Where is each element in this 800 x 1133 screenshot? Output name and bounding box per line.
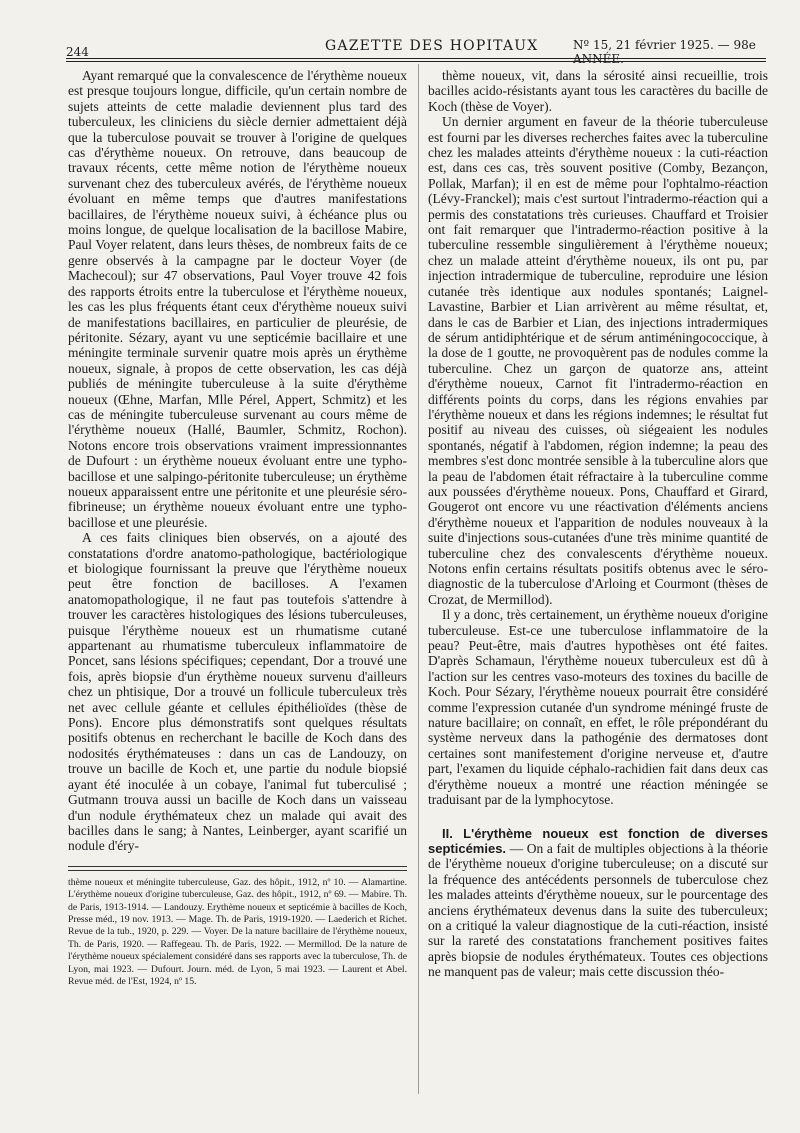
header-rule [66, 58, 766, 59]
section-heading: II. L'érythème noueux est fonction de diverses septicémies. [428, 825, 768, 856]
header-rule-double [66, 61, 766, 62]
paragraph: thème noueux, vit, dans la sérosité ainsi recueillie, trois bacilles acido-résistants ayant tous les caractères du bacille de Koch (thèse de Voyer). [428, 68, 768, 114]
paragraph: Ayant remarqué que la convalescence de l'érythème noueux est presque toujours longue, difficile, qu'un certain nombre de sujets atteints de cette maladie deviennent plus tard des tuberculeux, les cliniciens du siècle dernier admettaient déjà que la tuberculose pouvait se trouver à l'origine de quelques cas d'érythème noueux. On retrouve, dans beaucoup de travaux récents, cette même notion de l'érythème noueux survenant chez des tuberculeux avérés, de l'érythème noueux évoluant en même temps que d'autres manifestations bacillaires, de l'érythème noueux suivi, à échéance plus ou moins longue, de quelque localisation de la bacillose Mabire, Paul Voyer relatent, dans leurs thèses, de nombreux faits de ce genre observés à la campagne par le docteur Voyer (de Machecoul); sur 47 observations, Paul Voyer trouve 42 fois des rapports étroits entre la tuberculose et l'érythème noueux, les cas les plus fréquents étant ceux d'érythème noueux suivi de manifestations bacillaires, en particulier de pleurésie, de péritonite. Sézary, ayant vu une septicémie bacillaire et une méningite terminale survenir quatre mois après un érythème noueux, signale, à propos de cette observation, les cas déjà publiés de méningite tuberculeuse à la suite d'érythème noueux (Œhne, Marfan, Mlle Pérel, Appert, Schmitz) et les cas de méningite tuberculeuse survenant au cours même de l'érythème noueux (Hallé, Baumler, Schmitz, Rochon). Notons encore trois observations vraiment impressionnantes de Dufourt : un érythème noueux évoluant entre une typho-bacillose et une salpingo-péritonite tuberculeuse; un érythème noueux apparaissent entre une péritonite et une pleurésie séro-fibrineuse; un érythème noueux évoluant entre une typho-bacillose et une pleurésie. [68, 68, 407, 530]
paragraph: A ces faits cliniques bien observés, on a ajouté des constatations d'ordre anatomo-pathologique, bactériologique et biologique fournissant la preuve que l'érythème noueux peut être fonction de bacilloses. A l'examen anatomopathologique, il ne faut pas toutefois s'attendre à trouver les caractères histologiques des lésions tuberculeuses, puisque l'érythème noueux est un rhumatisme cutané appartenant au rhumatisme tuberculeux inflammatoire de Poncet, sans lésions spécifiques; cependant, Dor a trouvé une fois, après biopsie d'un érythème noueux survenu d'ailleurs chez un phtisique, Dor a trouvé un follicule tuberculeux très net avec cellule géante et cellules épithélioïdes (thèse de Pons). Encore plus démonstratifs sont quelques résultats positifs obtenus en recherchant le bacille de Koch dans des nodosités érythémateuses : dans un cas de Landouzy, on trouve un bacille de Koch et, une partie du nodule biopsié ayant été inoculée à un cobaye, l'animal fut tuberculisé ; Gutmann trouva aussi un bacille de Koch dans un vaisseau d'un nodule érythémateux chez un malade qui avait des bacilles dans le sang; à Nantes, Leinberger, ayant scarifié un nodule d'éry- [68, 530, 407, 854]
left-column [68, 68, 407, 988]
footnote-separator [68, 870, 407, 871]
issue-info: Nº 15, 21 février 1925. — 98e ANNÉE. [573, 38, 756, 66]
paragraph: Un dernier argument en faveur de la théorie tuberculeuse est fourni par les diverses recherches faites avec la tuberculine chez les malades atteints d'érythème noueux : la cuti-réaction est, dans ces cas, très souvent positive (Comby, Bezançon, Pollak, Marfan); il en est de même pour l'ophtalmo-réaction (Lévy-Franckel); mais c'est surtout l'intradermo-réaction qui a permis des constatations très curieuses. Chauffard et Troisier ont fait remarquer que l'intradermo-réaction positive à la tuberculine ressemble singulièrement à l'érythème noueux; chez un malade atteint d'érythème noueux, ils ont pu, par injection intradermique de tuberculine, reproduire une lésion cutanée très identique aux nodules spontanés; Laignel-Lavastine, Barbier et Lian arrivèrent au même résultat, et, dans le cas de Barbier et Lian, des injections intradermiques de sérum antidiphtérique et de sérum antiméningococcique, à la dose de 1 goutte, ne provoquèrent pas de nodules comme la tuberculine. Chez un garçon de quatorze ans, atteint d'érythème noueux, Carnot fit l'intradermo-réaction en différents points du corps, dans les régions envahies par l'érythème noueux et dans les régions indemnes; le résultat fut positif au niveau des cuisses, où siégeaient les nodules spontanés, négatif à l'abdomen, région indemne; la peau des membres s'est donc montrée sensible à la tuberculine alors que la peau de l'abdomen était réfractaire à la tuberculine comme aux poussées d'érythème noueux. Pons, Chauffard et Girard, Gougerot ont encore vu une réactivation d'éléments anciens d'érythème noueux et l'apparition de nodules nouveaux à la suite d'injections sous-cutanées d'une très minime quantité de tuberculine chez des convalescents d'érythème noueux. Notons enfin certains résultats positifs obtenus avec le séro-diagnostic de la tuberculose d'Arloing et Courmont (thèses de Crozat, de Mermillod). [428, 114, 768, 607]
section-text: — On a fait de multiples objections à la théorie de l'érythème noueux d'origine tuberculeuse; on a discuté sur la fréquence des antécédents personnels de tuberculose chez les malades atteints d'érythème noueux, sur le pourcentage des anciens érythémateux devenus dans la suite des tuberculeux; on a critiqué la valeur diagnostique de la cuti-réaction, insisté sur la rareté des constatations franchement positives faites après biopsie de nodules érythémateux. Toutes ces objections ne manquent pas de valeur; mais cette discussion théo- [428, 840, 768, 980]
right-column [428, 68, 768, 980]
section-paragraph [428, 826, 768, 980]
journal-title: GAZETTE DES HOPITAUX [325, 38, 539, 54]
paragraph: Il y a donc, très certainement, un érythème noueux d'origine tuberculeuse. Est-ce une tuberculose inflammatoire de la peau? Peut-être, mais d'autres hypothèses ont été faites. D'après Schamaun, l'érythème noueux tuberculeux est dû à l'action sur les centres vaso-moteurs des toxines du bacille de Koch. Pour Sézary, l'érythème noueux pourrait être considéré comme l'expression cutanée d'un syndrome méningé fruste de nature bacillaire; on connaît, en effet, le rôle prépondérant du système nerveux dans la pathogénie des dermatoses dont certaines sont manifestement d'origine nerveuse et, d'autre part, l'examen du liquide céphalo-rachidien fait dans deux cas d'érythème noueux a montré une réaction méningée se traduisant par de la lymphocytose. [428, 607, 768, 808]
page-number: 244 [66, 45, 89, 59]
column-divider [418, 64, 419, 1094]
footnote-separator [68, 866, 407, 867]
footnote: thème noueux et méningite tuberculeuse, Gaz. des hôpit., 1912, nº 10. — Alamartine. L'érythème noueux d'origine tuberculeuse, Gaz. des hôpit., 1912, nº 69. — Mabire. Th. de Paris, 1913-1914. — Landouzy. Erythème noueux et septicémie à bacilles de Koch, Presse méd., 19 nov. 1913. — Mage. Th. de Paris, 1919-1920. — Laederich et Richet. Revue de la tub., 1920, p. 229. — Voyer. De la nature bacillaire de l'érythème noueux, Th. de Paris, 1920. — Raffegeau. Th. de Paris, 1922. — Mermillod. De la nature de l'érythème noueux spécialement considéré dans ses rapports avec la tuberculose, Th. de Lyon, mai 1923. — Dufourt. Journ. méd. de Lyon, 5 mai 1923. — Laurent et Abel. Revue méd. de l'Est, 1924, nº 15. [68, 876, 407, 987]
